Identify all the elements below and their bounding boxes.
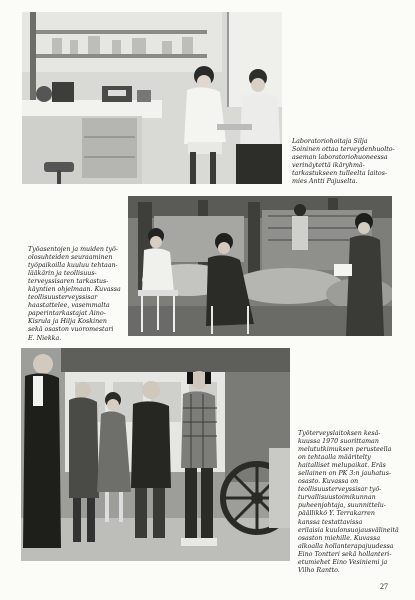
page-number: 27 bbox=[380, 582, 388, 591]
noise-measurement-photo bbox=[21, 348, 290, 561]
laboratory-caption: Laboratoriohoitaja Silja Soininen ottaa terveydenhuolto- aseman laboratoriohuoneessa verinäytettä ikäryhmä- tarkastukseen tulleelta laitos- mies Antti Pajuselta. bbox=[292, 138, 395, 186]
laboratory-photo bbox=[22, 12, 282, 184]
paper-machine-photo bbox=[128, 196, 392, 336]
noise-measurement-caption: Työterveyslaitoksen kesä- kuussa 1970 suorittaman melututkimuksen perusteella on tehtaalla määritelty haitalliset melupaikat. Eräs sellainen on PK 3:n jauhatus- osasto. Kuvassa on teollisuusterveyssisar työ- turvallisuustoimikunnan puheenjohtaja, suunnittelu- päällikkö Y. Terrakarren kanssa testattavissa erilaisia kuulonsuojausvälineitä osaston miehille. Kuvassa alkoalla hollanterapajuudessa Eino Tontteri sekä hollanteri- etumiehet Eino Vesiniemi ja Vilho Rantto. bbox=[298, 430, 399, 574]
paper-machine-caption: Työasentojen ja muiden työ- olosuhteiden seuraaminen työpaikoilla kuuluu tehtaan- lääkärin ja teollisuus- terveyssisaren tarkastus- käyntien ohjelmaan. Kuvassa teollisuusterveyssisar haastattelee, vasemmalta paperintarkastajat Aino- Kisrula ja Hilja Koskinen sekä osaston vuoromestari E. Niekka. bbox=[28, 246, 121, 342]
